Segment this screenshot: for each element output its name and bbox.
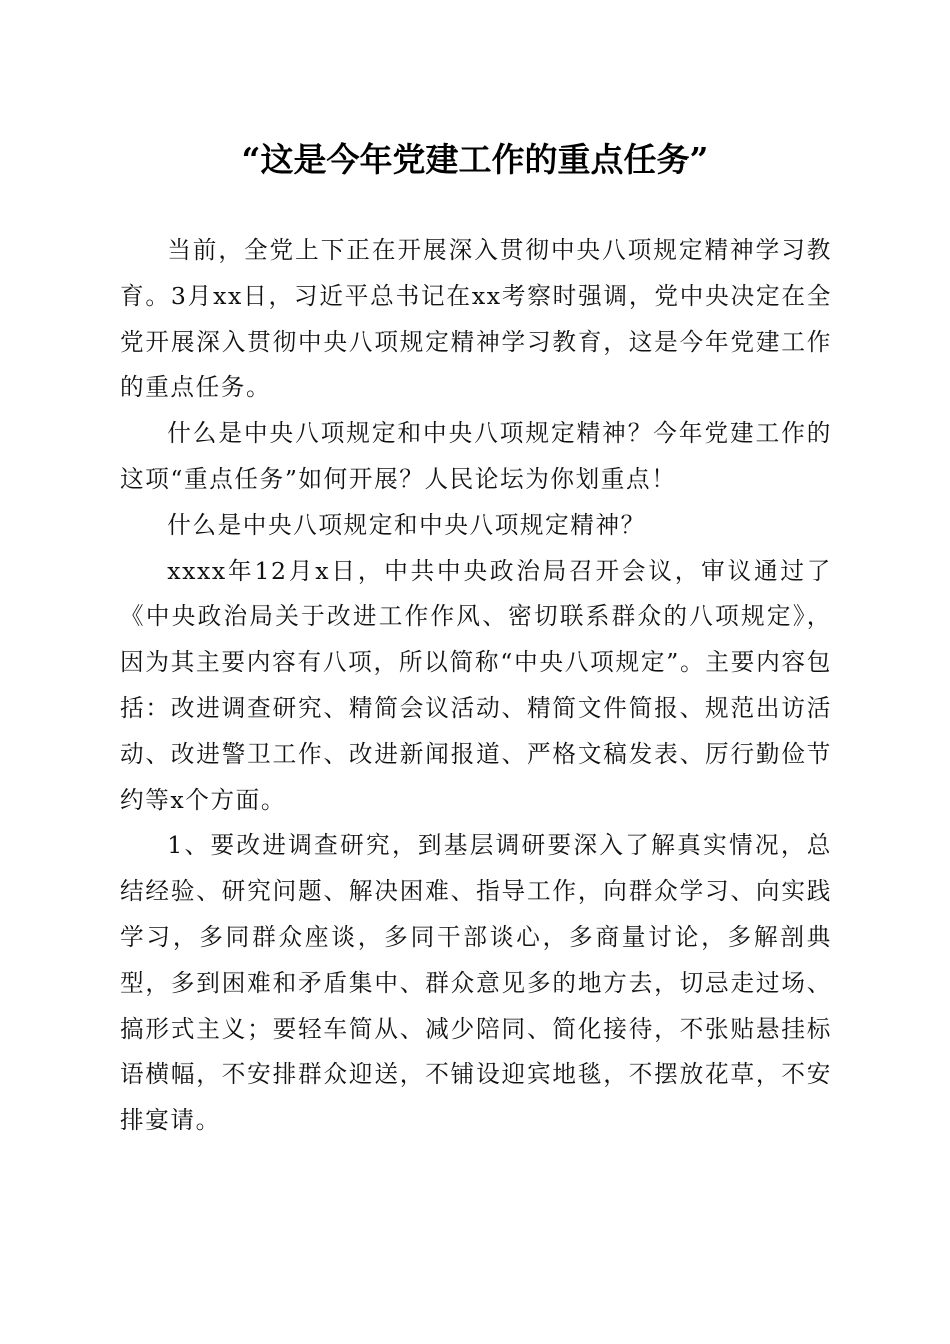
paragraph-item-1: 1、要改进调查研究，到基层调研要深入了解真实情况，总结经验、研究问题、解决困难、指导工作，向群众学习、向实践学习，多同群众座谈，多同干部谈心，多商量讨论，多解剖典型，多到困难和矛盾集中、群众意见多的地方去，切忌走过场、搞形式主义；要轻车简从、减少陪同、简化接待，不张贴悬挂标语横幅，不安排群众迎送，不铺设迎宾地毯，不摆放花草，不安排宴请。 bbox=[120, 831, 832, 1135]
paragraph-question: 什么是中央八项规定和中央八项规定精神？今年党建工作的这项“重点任务”如何开展？人民论坛为你划重点！ bbox=[120, 419, 832, 493]
paragraph-definition: xxxx年12月x日，中共中央政治局召开会议，审议通过了《中央政治局关于改进工作作风、密切联系群众的八项规定》，因为其主要内容有八项，所以简称“中央八项规定”。主要内容包括：改进调查研究、精简会议活动、精简文件简报、规范出访活动、改进警卫工作、改进新闻报道、严格文稿发表、厉行勤俭节约等x个方面。 bbox=[120, 556, 832, 814]
paragraph-subheading: 什么是中央八项规定和中央八项规定精神？ bbox=[167, 510, 646, 539]
document-title: “这是今年党建工作的重点任务” bbox=[241, 140, 709, 179]
paragraph-intro: 当前，全党上下正在开展深入贯彻中央八项规定精神学习教育。3月xx日，习近平总书记在xx考察时强调，党中央决定在全党开展深入贯彻中央八项规定精神学习教育，这是今年党建工作的重点任务。 bbox=[120, 236, 832, 402]
document-body bbox=[120, 228, 832, 1144]
